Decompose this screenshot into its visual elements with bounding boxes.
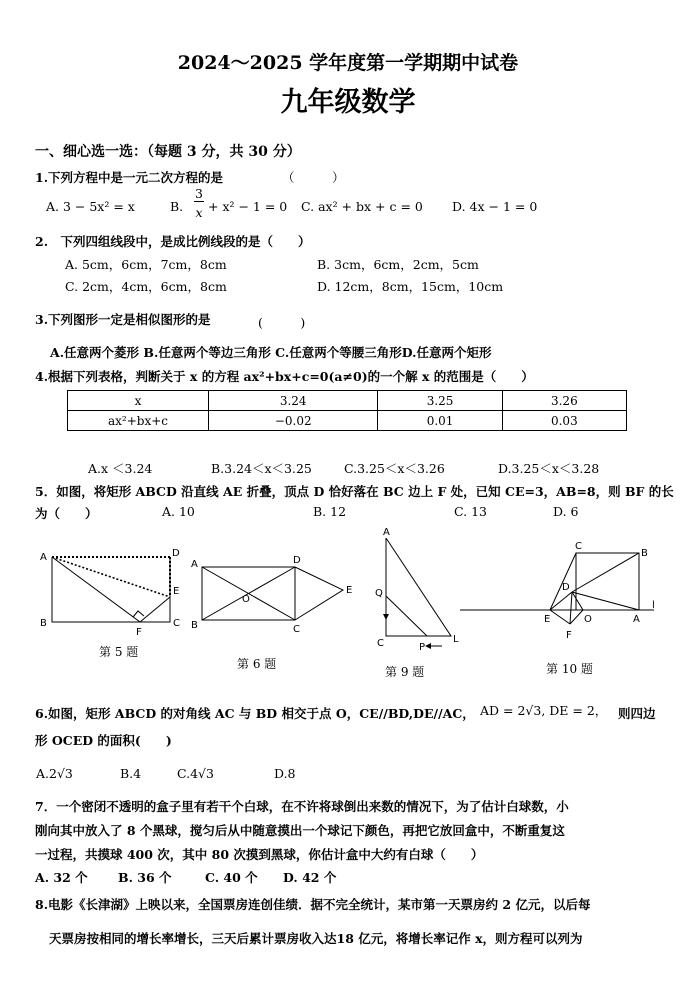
section-heading: 一、细心选一选：（每题 3 分，共 30 分）	[35, 144, 301, 160]
q1-option-b-numerator: 3	[195, 186, 203, 201]
fig9-caption: 第 9 题	[385, 665, 425, 679]
figure-5	[40, 548, 180, 638]
q2-option-d: D. 12cm，8cm，15cm，10cm	[317, 279, 504, 294]
q1-option-b-denominator: x	[195, 205, 203, 220]
q4-option-a: A.x ＜3.24	[88, 461, 153, 476]
q5-option-a: A. 10	[162, 504, 195, 519]
q6-option-d: D.8	[274, 766, 296, 781]
fig10-label: A	[633, 614, 640, 625]
q5-option-b: B. 12	[313, 504, 347, 519]
q3-stem: 3.下列图形一定是相似图形的是	[35, 312, 211, 327]
q6-line1-c: 则四边	[618, 706, 656, 721]
table-cell: x	[68, 391, 209, 411]
fig5-label: D	[172, 548, 180, 559]
fig5-label: C	[173, 618, 180, 629]
fig10-label: E	[544, 614, 551, 625]
q2-stem: 2. 下列四组线段中，是成比例线段的是（ ）	[35, 234, 311, 249]
fig9-label: A	[383, 527, 390, 538]
table-cell: 3.24	[209, 391, 378, 411]
fig5-caption: 第 5 题	[99, 645, 139, 659]
q1-answer-paren: （ ）	[282, 170, 345, 185]
q4-option-b: B.3.24＜x＜3.25	[211, 461, 312, 476]
table-cell: 3.25	[378, 391, 502, 411]
fig5-label: B	[40, 618, 47, 629]
exam-subject: 九年级数学	[280, 87, 416, 118]
q1-option-b-rest: + x² − 1 = 0	[208, 199, 288, 214]
fig6-label: C	[293, 624, 300, 635]
q1-option-d: D. 4x − 1 = 0	[452, 199, 538, 214]
q7-option-b: B. 36 个	[118, 870, 172, 885]
q1-stem: 1.下列方程中是一元二次方程的是	[35, 170, 224, 185]
fig6-label: O	[242, 594, 250, 605]
table-row	[68, 411, 627, 431]
q7-option-c: C. 40 个	[205, 870, 258, 885]
table-cell: ax²+bx+c	[68, 411, 209, 431]
q3-options: A.任意两个菱形 B.任意两个等边三角形 C.任意两个等腰三角形D.任意两个矩形	[50, 345, 492, 360]
fig5-label: F	[136, 627, 142, 638]
q4-stem: 4.根据下列表格，判断关于 x 的方程 ax²+bx+c=0(a≠0)的一个解 x 的范围是（ ）	[35, 369, 534, 384]
q7-line2: 刚向其中放入了 8 个黑球，搅匀后从中随意摸出一个球记下颜色，再把它放回盒中，不断重复这	[35, 823, 565, 838]
table-cell: 0.01	[378, 411, 502, 431]
q8-line2: 天票房按相同的增长率增长，三天后累计票房收入达18 亿元，将增长率记作 x，则方程可以列为	[49, 931, 583, 946]
fig10-label: l	[652, 600, 655, 611]
q6-option-c: C.4√3	[177, 766, 214, 781]
q6-line1-a: 6.如图，矩形 ABCD 的对角线 AC 与 BD 相交于点 O，CE//BD,DE//AC，	[35, 706, 475, 721]
fig6-label: B	[191, 620, 198, 631]
table-cell: 0.03	[502, 411, 626, 431]
fig10-label: B	[641, 548, 648, 559]
fig5-label: A	[40, 552, 47, 563]
q7-option-d: D. 42 个	[283, 870, 337, 885]
q2-option-b: B. 3cm，6cm，2cm，5cm	[317, 257, 479, 272]
fig10-caption: 第 10 题	[546, 662, 593, 676]
fig6-label: D	[293, 555, 301, 566]
table-row	[68, 391, 627, 411]
q4-option-c: C.3.25＜x＜3.26	[344, 461, 445, 476]
q2-option-c: C. 2cm，4cm，6cm，8cm	[65, 279, 227, 294]
q8-line1: 8.电影《长津湖》上映以来，全国票房连创佳绩．据不完全统计，某市第一天票房约 2 亿元，以后每	[35, 897, 591, 912]
q1-option-b-label: B.	[170, 199, 184, 214]
fig10-label: D	[562, 582, 570, 593]
q5-line2: 为（ ）	[35, 506, 98, 521]
fig6-label: E	[346, 585, 353, 596]
q4-option-d: D.3.25＜x＜3.28	[498, 461, 600, 476]
fig9-label: Q	[375, 588, 383, 599]
q1-option-c: C. ax² + bx + c = 0	[301, 199, 423, 214]
figure-9	[375, 527, 459, 653]
q5-option-d: D. 6	[553, 504, 579, 519]
fig5-label: E	[173, 586, 180, 597]
table-cell: 3.26	[502, 391, 626, 411]
q6-option-a: A.2√3	[36, 766, 73, 781]
fig9-label: C	[377, 638, 384, 649]
fig10-label: C	[575, 541, 582, 552]
figure-10	[460, 541, 655, 641]
fig10-label: O	[584, 614, 592, 625]
fig6-label: A	[191, 559, 198, 570]
fig9-label: L	[453, 634, 459, 645]
q7-line1: 7．一个密闭不透明的盒子里有若干个白球，在不许将球倒出来数的情况下，为了估计白球数，小	[35, 799, 569, 814]
q3-answer-paren: ( )	[258, 315, 306, 330]
figure-6	[191, 555, 352, 635]
q5-option-c: C. 13	[454, 504, 487, 519]
table-cell: −0.02	[209, 411, 378, 431]
q7-line3: 一过程，共摸球 400 次，其中 80 次摸到黑球，你估计盒中大约有白球（ ）	[35, 847, 484, 862]
q6-option-b: B.4	[120, 766, 142, 781]
exam-title: 2024～2025 学年度第一学期期中试卷	[177, 52, 519, 74]
q4-table	[67, 390, 627, 431]
q6-line2: 形 OCED 的面积( )	[35, 733, 172, 748]
q1-option-a: A. 3 − 5x² = x	[46, 199, 135, 214]
fig10-label: F	[566, 630, 572, 641]
q6-line1-math: AD = 2√3, DE = 2，	[480, 703, 608, 718]
fig9-label: P	[419, 642, 426, 653]
q7-option-a: A. 32 个	[35, 870, 88, 885]
q5-line1: 5．如图，将矩形 ABCD 沿直线 AE 折叠，顶点 D 恰好落在 BC 边上 F 处，已知 CE=3，AB=8，则 BF 的长	[35, 484, 674, 499]
q2-option-a: A. 5cm，6cm，7cm，8cm	[65, 257, 227, 272]
fig6-caption: 第 6 题	[237, 657, 277, 671]
